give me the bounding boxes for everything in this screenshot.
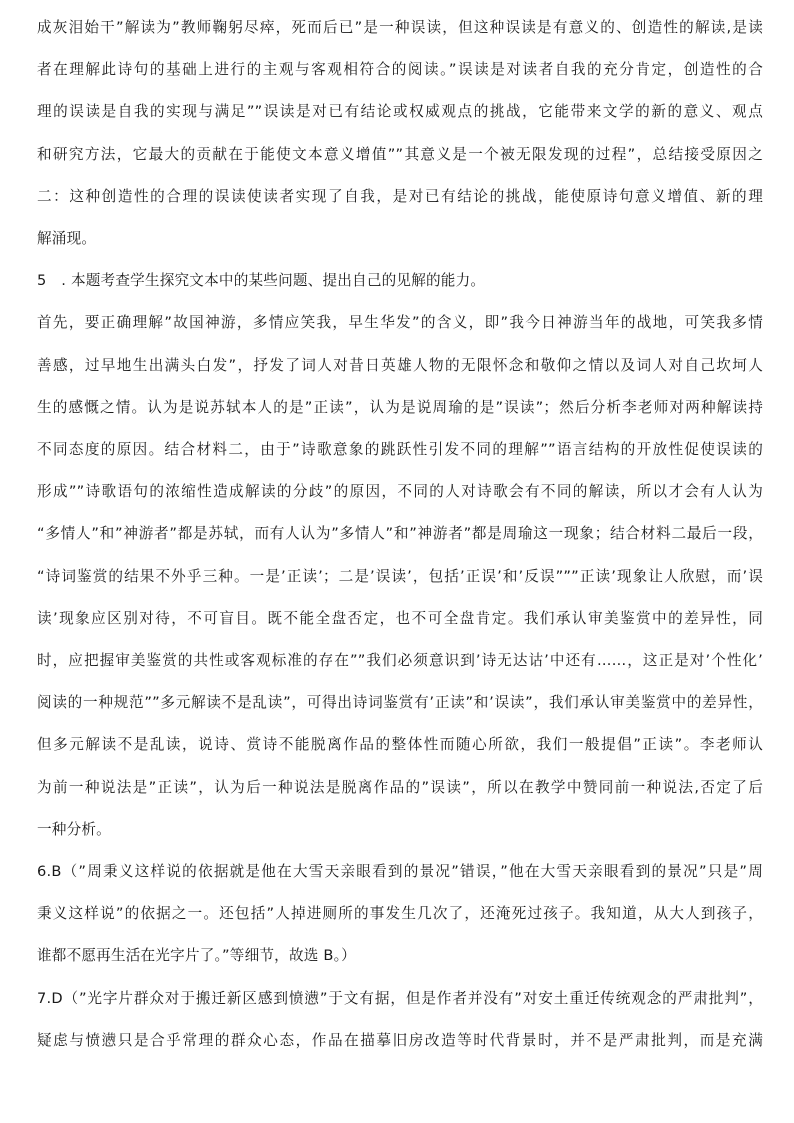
text-line: 时，应把握审美鉴赏的共性或客观标准的存在””我们必须意识到’诗无达诂’中还有……，这正是对’个性化’: [37, 652, 763, 669]
text-line: 和研究方法，它最大的贡献在于能使文本意义增值””其意义是一个被无限发现的过程”，总结接受原因之: [37, 145, 763, 163]
text-line: 为前一种说法是”正读”，认为后一种说法是脱离作品的”误读”，所以在教学中赞同前一种说法,否定了后: [37, 778, 763, 796]
text-line: 阅读的一种规范””多元解读不是乱读”，可得出诗词鉴赏有’正读”和’误读”，我们承认审美鉴赏中的差异性，: [37, 694, 763, 712]
text-line: “多情人”和”神游者”都是苏轼，而有人认为”多情人”和”神游者”都是周瑜这一现象；结合材料二最后一段，: [37, 525, 763, 543]
text-line: 善感，过早地生出满头白发”，抒发了词人对昔日英雄人物的无限怀念和敬仰之情以及词人对自己坎坷人: [37, 356, 763, 374]
text-line: 首先，要正确理解”故国神游，多情应笑我，早生华发”的含义，即”我今日神游当年的战地，可笑我多情: [37, 314, 763, 332]
text-line: 谁都不愿再生活在光字片了。”等细节，故选 B。）: [37, 947, 356, 965]
text-line: 不同态度的原因。结合材料二，由于”诗歌意象的跳跃性引发不同的理解””语言结构的开放性促使误读的: [37, 441, 763, 458]
text-line: 生的感慨之情。认为是说苏轼本人的是”正读”，认为是说周瑜的是”误读”；然后分析李老师对两种解读持: [37, 398, 763, 416]
text-line: 秉义这样说”的依据之一。还包括”人掉进厕所的事发生几次了，还淹死过孩子。我知道，从大人到孩子，: [37, 905, 763, 923]
text-line: 解涌现。: [37, 230, 97, 247]
text-line: 理的误读是自我的实现与满足””误读是对已有结论或权威观点的挑战，它能带来文学的新的意义、观点: [37, 103, 763, 121]
text-line: 二：这种创造性的合理的误读使读者实现了自我，是对已有结论的挑战，能使原诗句意义增值、新的理: [37, 187, 763, 205]
answer-line: 7.D（”光字片群众对于搬迁新区感到愤懑”于文有据，但是作者并没有”对安土重迁传统观念的严肃批判”，: [37, 989, 763, 1007]
answer-line: 6.B（”周秉义这样说的依据就是他在大雪天亲眼看到的景况”错误，”他在大雪天亲眼看到的景况”只是”周: [37, 863, 763, 880]
text-line: 疑虑与愤懑只是合乎常理的群众心态，作品在描摹旧房改造等时代背景时，并不是严肃批判，而是充满: [37, 1031, 763, 1049]
text-line: “诗词鉴赏的结果不外乎三种。一是’正读’；二是’误读’，包括’正误’和’反误”””正读’现象让人欣慰，而’误: [37, 567, 763, 585]
text-line: 者在理解此诗句的基础上进行的主观与客观相符合的阅读。”误读是对读者自我的充分肯定，创造性的合: [37, 61, 763, 79]
text-line: 一种分析。: [37, 820, 111, 838]
text-line: 读’现象应区别对待，不可盲目。既不能全盘否定，也不可全盘肯定。我们承认审美鉴赏中的差异性，同: [37, 609, 763, 627]
question-heading: 5 . 本题考查学生探究文本中的某些问题、提出自己的见解的能力。: [37, 272, 486, 290]
text-line: 成灰泪始干”解读为”教师鞠躬尽瘁，死而后已”是一种误读，但这种误读是有意义的、创造性的解读,是读: [37, 19, 763, 36]
text-line: 但多元解读不是乱读，说诗、赏诗不能脱离作品的整体性而随心所欲，我们一般提倡”正读”。李老师认: [37, 736, 763, 754]
text-line: 形成””诗歌语句的浓缩性造成解读的分歧”的原因，不同的人对诗歌会有不同的解读，所以才会有人认为: [37, 483, 763, 501]
